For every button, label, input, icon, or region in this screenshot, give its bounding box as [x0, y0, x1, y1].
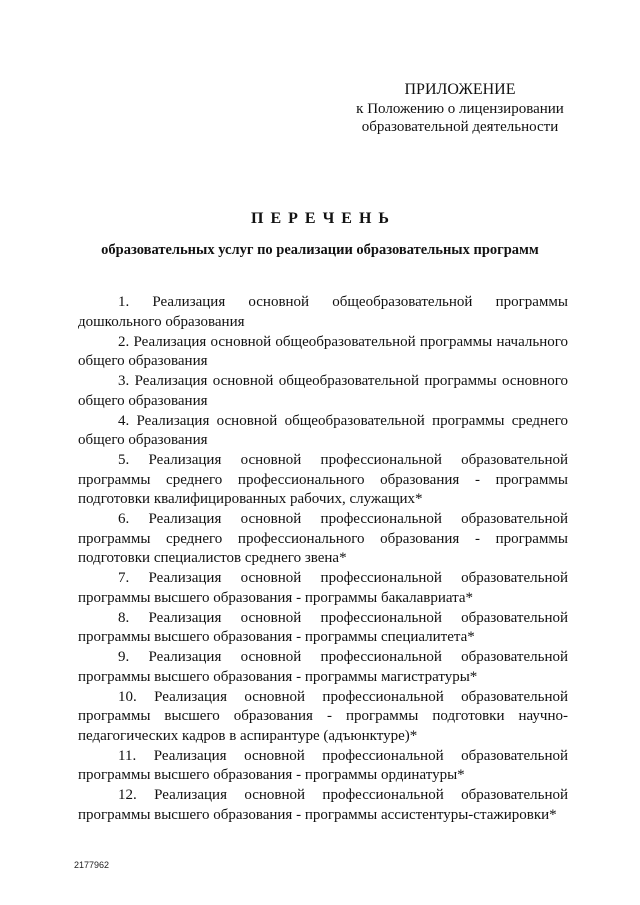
- item-text: Реализация основной профессиональной образовательной программы высшего образования - программы магистратуры*: [78, 649, 569, 685]
- document-subtitle: образовательных услуг по реализации образовательных программ: [101, 242, 539, 258]
- item-text: Реализация основной профессиональной образовательной программы высшего образования - программы ассистентуры-стажировки*: [78, 787, 569, 823]
- item-text: Реализация основной общеобразовательной программы дошкольного образования: [78, 294, 568, 330]
- list-item: [78, 451, 568, 510]
- list-item: [78, 333, 568, 372]
- list-item: [78, 412, 568, 451]
- item-text: Реализация основной профессиональной образовательной программы среднего профессионального образования - программы подготовки специалистов среднего звена*: [78, 511, 569, 566]
- services-list: [78, 293, 568, 826]
- list-item: [78, 569, 568, 608]
- appendix-line-1: к Положению о лицензировании: [356, 101, 564, 117]
- item-text: Реализация основной общеобразовательной программы среднего общего образования: [78, 412, 568, 448]
- item-text: Реализация основной общеобразовательной программы основного общего образования: [78, 373, 569, 409]
- document-heading: [40, 210, 600, 259]
- item-number: 9.: [118, 649, 130, 665]
- item-number: 10.: [118, 688, 137, 705]
- item-number: 4.: [118, 412, 130, 429]
- item-text: Реализация основной профессиональной образовательной программы высшего образования - программы подготовки научно-педагогических кадров в аспирантуре (адъюнктуре)*: [78, 688, 569, 744]
- document-title: ПЕРЕЧЕНЬ: [251, 210, 396, 227]
- item-number: 12.: [118, 787, 137, 803]
- list-item: [78, 510, 568, 569]
- list-item: [78, 648, 568, 687]
- list-item: [78, 688, 568, 747]
- list-item: [78, 786, 568, 825]
- list-item: [78, 372, 568, 411]
- item-number: 11.: [118, 747, 137, 764]
- item-number: 6.: [118, 511, 130, 527]
- item-number: 7.: [118, 570, 130, 586]
- list-item: [78, 293, 568, 332]
- document-code: 2177962: [74, 860, 110, 870]
- item-text: Реализация основной профессиональной образовательной программы высшего образования - программы специалитета*: [78, 609, 569, 645]
- item-number: 3.: [118, 373, 130, 389]
- appendix-line-2: образовательной деятельности: [361, 119, 559, 135]
- item-text: Реализация основной профессиональной образовательной программы высшего образования - программы бакалавриата*: [78, 570, 569, 606]
- appendix-title: ПРИЛОЖЕНИЕ: [404, 81, 516, 98]
- appendix-block: [340, 80, 580, 136]
- item-text: Реализация основной профессиональной образовательной программы среднего профессионального образования - программы подготовки квалифицированных рабочих, служащих*: [78, 452, 569, 507]
- list-item: [78, 747, 568, 786]
- item-number: 1.: [118, 294, 130, 310]
- item-number: 2.: [118, 333, 130, 350]
- item-number: 5.: [118, 452, 130, 468]
- item-number: 8.: [118, 609, 130, 626]
- item-text: Реализация основной общеобразовательной программы начального общего образования: [78, 333, 569, 369]
- list-item: [78, 609, 568, 648]
- item-text: Реализация основной профессиональной образовательной программы высшего образования - программы ординатуры*: [78, 747, 569, 783]
